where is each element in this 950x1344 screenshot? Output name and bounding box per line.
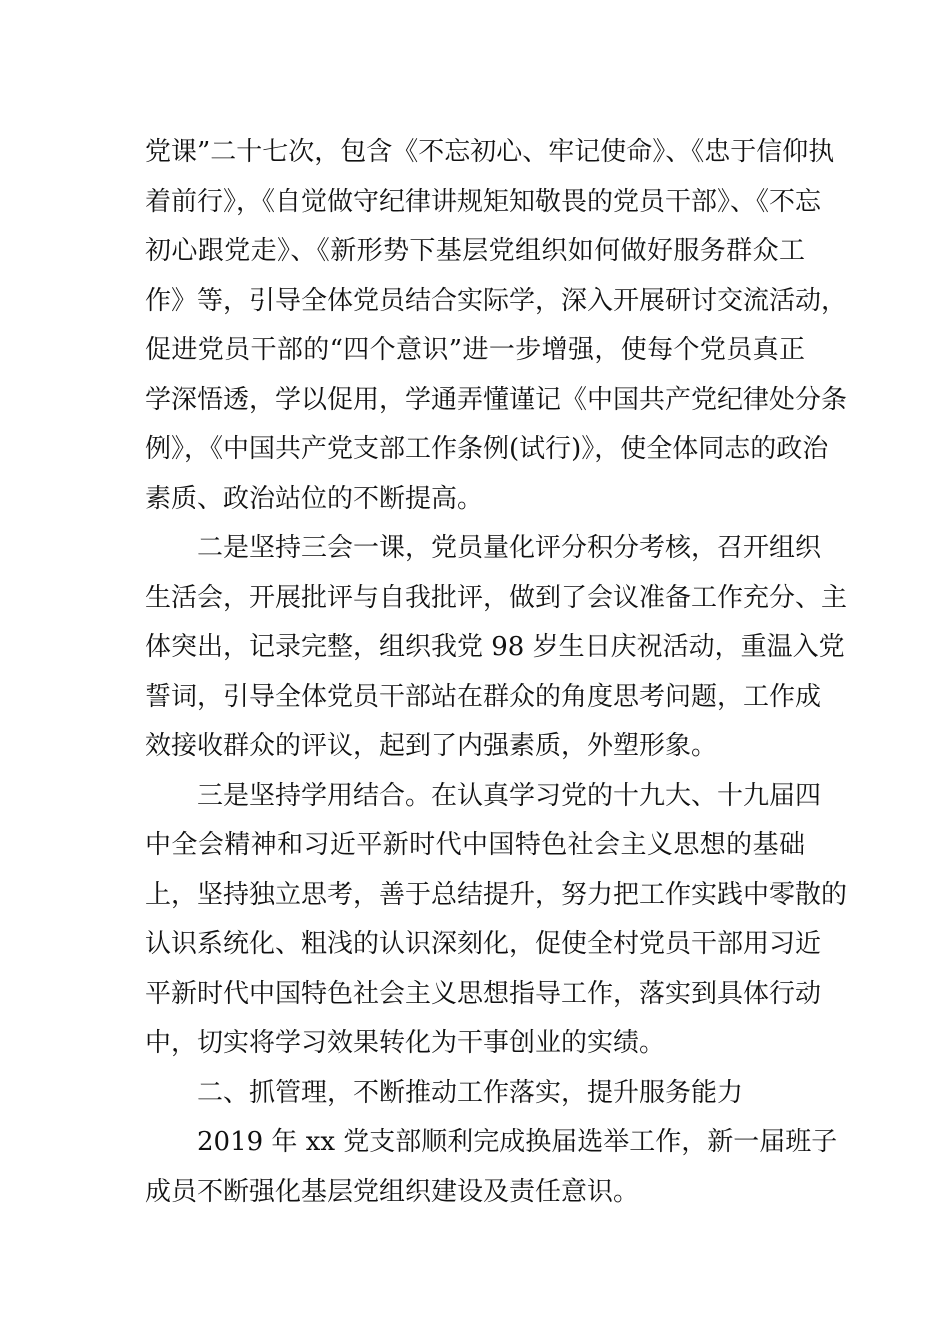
- text-line: 誓词，引导全体党员干部站在群众的角度思考问题，工作成: [145, 681, 822, 712]
- text-line: 学深悟透，学以促用，学通弄懂谨记《中国共产党纪律处分条: [145, 384, 848, 415]
- text-line: 认识系统化、粗浅的认识深刻化，促使全村党员干部用习近: [145, 929, 822, 959]
- paragraph-first-line: 二是坚持三会一课，党员量化评分积分考核，召开组织: [197, 533, 822, 563]
- section-heading: 二、抓管理，不断推动工作落实，提升服务能力: [197, 1077, 744, 1108]
- text-line: 中，切实将学习效果转化为干事创业的实绩。: [145, 1028, 666, 1058]
- text-line: 上，坚持独立思考，善于总结提升，努力把工作实践中零散的: [145, 879, 848, 910]
- text-line: 作》等，引导全体党员结合实际学，深入开展研讨交流活动，: [145, 285, 848, 316]
- text-line: 成员不断强化基层党组织建设及责任意识。: [145, 1176, 640, 1207]
- text-line: 促进党员干部的“四个意识”进一步增强，使每个党员真正: [145, 335, 805, 365]
- text-line: 生活会，开展批评与自我批评，做到了会议准备工作充分、主: [145, 582, 848, 613]
- text-line: 平新时代中国特色社会主义思想指导工作，落实到具体行动: [145, 978, 822, 1009]
- paragraph-first-line: 三是坚持学用结合。在认真学习党的十九大、十九届四: [197, 780, 822, 811]
- text-line: 初心跟党走》、《新形势下基层党组织如何做好服务群众工: [145, 236, 805, 266]
- text-line: 效接收群众的评议，起到了内强素质，外塑形象。: [145, 731, 718, 761]
- text-line: 素质、政治站位的不断提高。: [145, 483, 484, 514]
- text-line: 例》，《中国共产党支部工作条例(试行)》，使全体同志的政治: [145, 434, 829, 464]
- text-line: 体突出，记录完整，组织我党 98 岁生日庆祝活动，重温入党: [145, 632, 845, 662]
- body-text: [145, 128, 848, 1217]
- text-line: 中全会精神和习近平新时代中国特色社会主义思想的基础: [145, 830, 805, 860]
- text-line: 党课”二十七次，包含《不忘初心、牢记使命》、《忠于信仰执: [145, 137, 835, 167]
- text-line: 着前行》，《自觉做守纪律讲规矩知敬畏的党员干部》、《不忘: [145, 186, 822, 217]
- paragraph-first-line: 2019 年 xx 党支部顺利完成换届选举工作，新一届班子: [197, 1127, 838, 1157]
